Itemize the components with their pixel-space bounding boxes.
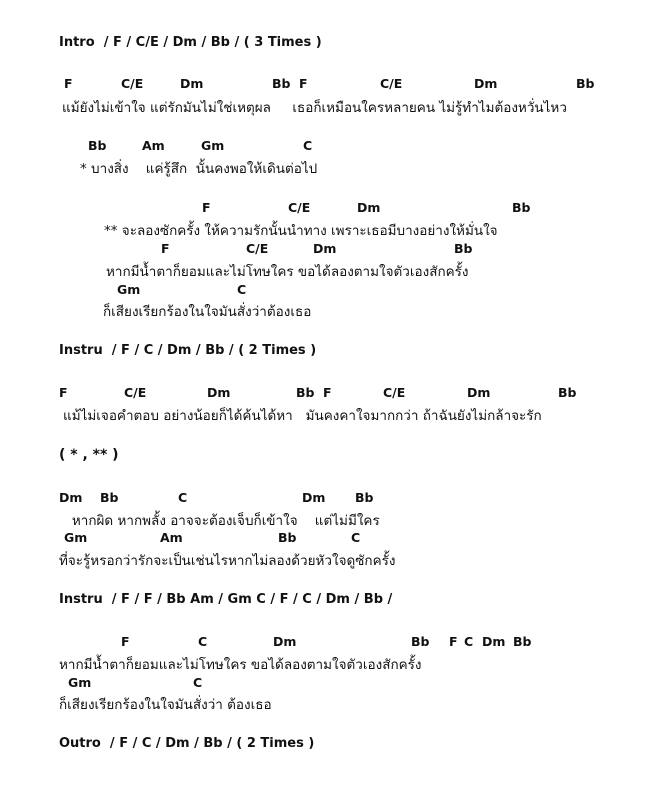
chord: F — [202, 200, 211, 215]
lyric-line: หากมีน้ำตาก็ยอมและไม่โทษใคร ขอได้ลองตามใจตัวเองสักครั้ง — [106, 264, 469, 280]
chord: Dm — [467, 385, 491, 400]
chord: F — [323, 385, 332, 400]
intro-heading: Intro / F / C/E / Dm / Bb / ( 3 Times ) — [59, 35, 322, 50]
chord: F — [64, 76, 73, 91]
chord: Gm — [201, 138, 225, 153]
chord: Bb — [88, 138, 107, 153]
chord: C — [193, 675, 203, 690]
chord: Dm — [180, 76, 204, 91]
chord: C — [198, 634, 208, 649]
chord: Bb — [454, 241, 473, 256]
chord: F — [299, 76, 308, 91]
lyric-line: แม้ไม่เจอคำตอบ อย่างน้อยก็ได้ค้นได้หา มันคงคาใจมากกว่า ถ้าฉันยังไม่กล้าจะรัก — [63, 408, 542, 424]
chord: Dm — [273, 634, 297, 649]
chord: Bb — [272, 76, 291, 91]
lyric-line: ก็เสียงเรียกร้องในใจมันสั่งว่า ต้องเธอ — [59, 697, 272, 713]
chord: Bb — [513, 634, 532, 649]
lyric-line: ที่จะรู้หรอกว่ารักจะเป็นเช่นไรหากไม่ลองด้วยหัวใจดูซักครั้ง — [59, 553, 396, 569]
repeat-marker: ( * , ** ) — [59, 447, 119, 463]
chord: F — [59, 385, 68, 400]
chord: Dm — [207, 385, 231, 400]
chord: Bb — [411, 634, 430, 649]
chord: Gm — [64, 530, 88, 545]
chord: C/E — [383, 385, 406, 400]
lyric-line: หากผิด หากพลั้ง อาจจะต้องเจ็บก็เข้าใจ แต่ไม่มีใคร — [59, 513, 380, 529]
chord: C — [303, 138, 313, 153]
chord: C — [237, 282, 247, 297]
instru-heading: Instru / F / F / Bb Am / Gm C / F / C / Dm / Bb / — [59, 592, 393, 607]
chord: Bb — [100, 490, 119, 505]
chord: Dm — [482, 634, 506, 649]
outro-heading: Outro / F / C / Dm / Bb / ( 2 Times ) — [59, 736, 315, 751]
chord: C — [464, 634, 474, 649]
chord: Dm — [302, 490, 326, 505]
chord: Bb — [558, 385, 577, 400]
lyric-line: * บางสิ่ง แค่รู้สึก นั้นคงพอให้เดินต่อไป — [80, 161, 318, 177]
chord: F — [449, 634, 458, 649]
chord: C — [178, 490, 188, 505]
chord: C/E — [124, 385, 147, 400]
chord: Gm — [117, 282, 141, 297]
chord: C/E — [288, 200, 311, 215]
chord: Bb — [296, 385, 315, 400]
lyric-line: แม้ยังไม่เข้าใจ แต่รักมันไม่ใช่เหตุผล เธอก็เหมือนใครหลายคน ไม่รู้ทำไมต้องหวั่นไหว — [62, 100, 567, 116]
instru-heading: Instru / F / C / Dm / Bb / ( 2 Times ) — [59, 343, 317, 358]
chord: Dm — [313, 241, 337, 256]
chord: Dm — [59, 490, 83, 505]
lyric-line: หากมีน้ำตาก็ยอมและไม่โทษใคร ขอได้ลองตามใจตัวเองสักครั้ง — [59, 657, 422, 673]
chord: F — [121, 634, 130, 649]
chord: Dm — [357, 200, 381, 215]
chord: F — [161, 241, 170, 256]
chord: Am — [160, 530, 183, 545]
chord: C — [351, 530, 361, 545]
chord: Bb — [278, 530, 297, 545]
lyric-line: ก็เสียงเรียกร้องในใจมันสั่งว่าต้องเธอ — [103, 304, 312, 320]
chord: C/E — [246, 241, 269, 256]
chord: C/E — [121, 76, 144, 91]
chord: Bb — [576, 76, 595, 91]
chord: Dm — [474, 76, 498, 91]
chord: Am — [142, 138, 165, 153]
chord: Gm — [68, 675, 92, 690]
chord: Bb — [512, 200, 531, 215]
chord: C/E — [380, 76, 403, 91]
chord: Bb — [355, 490, 374, 505]
lyric-line: ** จะลองซักครั้ง ให้ความรักนั้นนำทาง เพราะเธอมีบางอย่างให้มั่นใจ — [104, 223, 498, 239]
